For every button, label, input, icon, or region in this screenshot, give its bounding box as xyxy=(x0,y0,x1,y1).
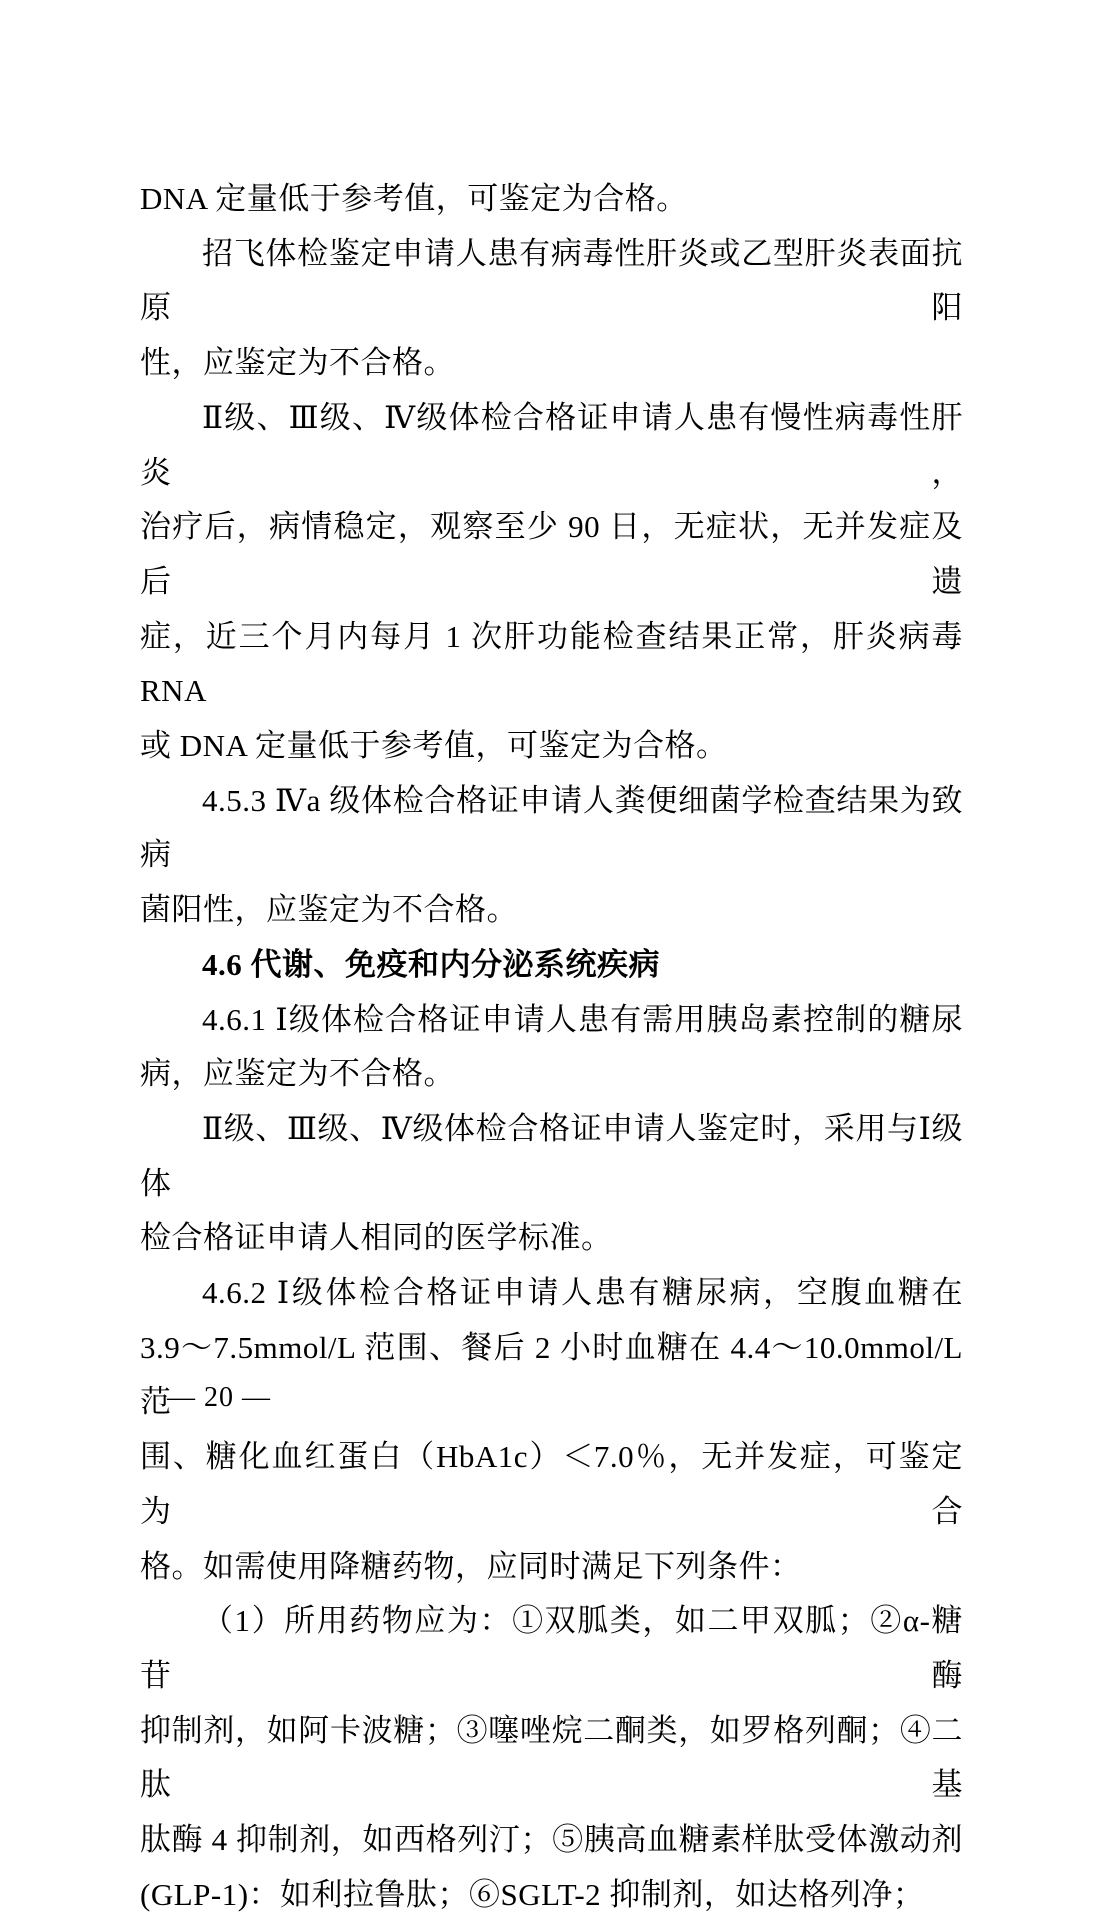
text-line: 4.6.1 Ⅰ级体检合格证申请人患有需用胰岛素控制的糖尿 xyxy=(202,1001,963,1037)
text-line: 性，应鉴定为不合格。 xyxy=(140,345,455,381)
text-line: （1）所用药物应为：①双胍类，如二甲双胍；②α-糖苷酶 xyxy=(140,1603,963,1693)
text-line: (GLP-1)：如利拉鲁肽；⑥SGLT-2 抑制剂，如达格列净； xyxy=(140,1876,925,1912)
text-line: 症，近三个月内每月 1 次肝功能检查结果正常，肝炎病毒 RNA xyxy=(140,618,963,709)
section-heading: 4.6 代谢、免疫和内分泌系统疾病 xyxy=(202,946,660,982)
text-line: Ⅱ级、Ⅲ级、Ⅳ级体检合格证申请人鉴定时，采用与Ⅰ级体 xyxy=(140,1110,963,1201)
text-line: 围、糖化血红蛋白（HbA1c）＜7.0％，无并发症，可鉴定为合 xyxy=(140,1439,963,1529)
page-footer xyxy=(167,1383,271,1413)
text-line: 格。如需使用降糖药物，应同时满足下列条件： xyxy=(140,1548,802,1584)
text-line: 抑制剂，如阿卡波糖；③噻唑烷二酮类，如罗格列酮；④二肽基 xyxy=(140,1712,963,1803)
text-line: DNA 定量低于参考值，可鉴定为合格。 xyxy=(140,181,688,216)
text-line: 菌阳性，应鉴定为不合格。 xyxy=(140,892,518,928)
text-line: 3.9～7.5mmol/L 范围、餐后 2 小时血糖在 4.4～10.0mmol/L 范 xyxy=(140,1329,963,1420)
text-line: 检合格证申请人相同的医学标准。 xyxy=(140,1220,613,1256)
text-line: 4.5.3 Ⅳa 级体检合格证申请人粪便细菌学检查结果为致病 xyxy=(140,782,963,873)
page-number: — 20 — xyxy=(167,1382,271,1413)
text-line: 病，应鉴定为不合格。 xyxy=(140,1056,455,1092)
text-line: 肽酶 4 抑制剂，如西格列汀；⑤胰高血糖素样肽受体激动剂 xyxy=(140,1822,963,1858)
text-line: Ⅱ级、Ⅲ级、Ⅳ级体检合格证申请人患有慢性病毒性肝炎， xyxy=(140,399,963,490)
document-body xyxy=(140,172,963,1923)
text-line: 4.6.2 Ⅰ级体检合格证申请人患有糖尿病，空腹血糖在 xyxy=(202,1275,963,1311)
text-line: 或 DNA 定量低于参考值，可鉴定为合格。 xyxy=(140,728,728,764)
text-line: 招飞体检鉴定申请人患有病毒性肝炎或乙型肝炎表面抗原阳 xyxy=(140,235,963,326)
text-line: 治疗后，病情稳定，观察至少 90 日，无症状，无并发症及后遗 xyxy=(140,509,963,599)
